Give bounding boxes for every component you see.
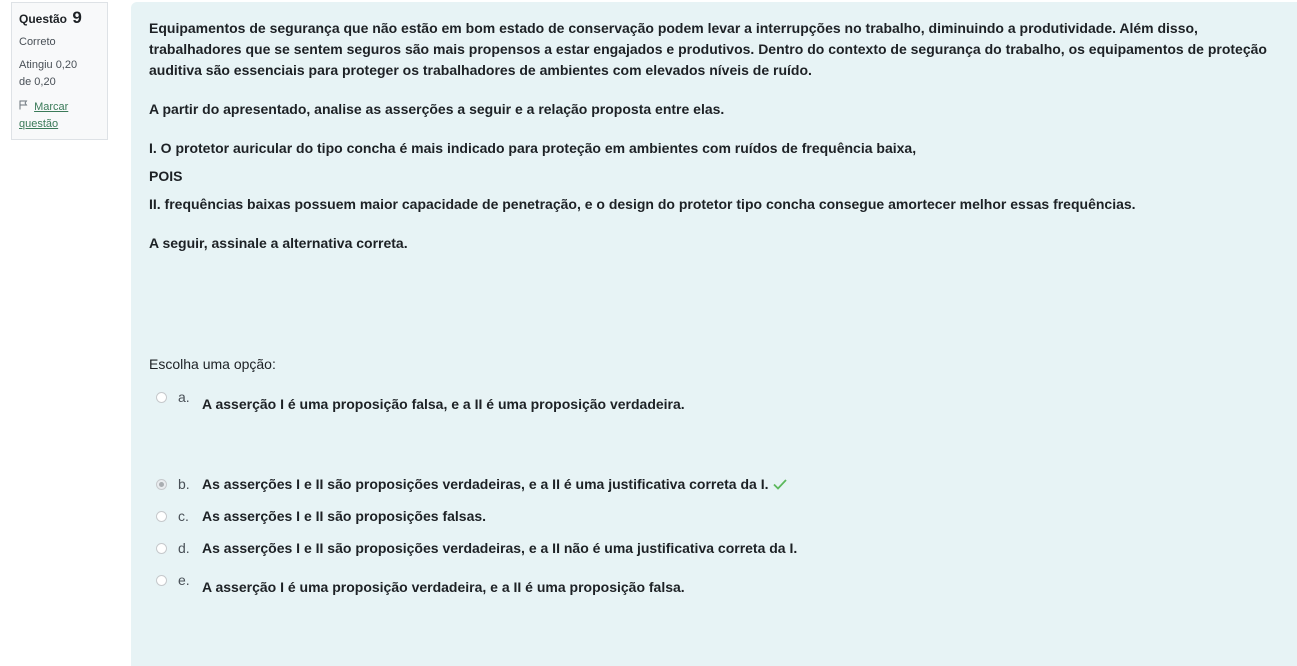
assertion-i: I. O protetor auricular do tipo concha é mais indicado para proteção em ambientes com ruídos de frequência baixa, (149, 140, 917, 156)
question-label: Questão (19, 12, 68, 26)
option-text-b[interactable] (202, 476, 787, 493)
question-number: 9 (72, 8, 82, 27)
flag-link-line-1[interactable]: Marcar (34, 101, 69, 113)
option-text-a[interactable]: A asserção I é uma proposição falsa, e a II é uma proposição verdadeira. (202, 396, 685, 412)
question-intro: Equipamentos de segurança que não estão em bom estado de conservação podem levar a interrupções no trabalho, diminuindo a produtividade. Além disso, trabalhadores que se sentem seguros são mais propensos a estar engajados e produtivos. Dentro do contexto de segurança do trabalho, os equipamentos de proteção auditiva são essenciais para proteger os trabalhadores de ambientes com elevados níveis de ruído. (149, 20, 1267, 78)
question-grade (19, 57, 100, 91)
grade-line-2: de 0,20 (19, 76, 56, 88)
answer-option-b[interactable] (156, 476, 787, 493)
question-text (149, 18, 1279, 254)
radio-option-d[interactable] (156, 543, 167, 554)
question-content (131, 2, 1297, 666)
radio-option-e[interactable] (156, 575, 167, 586)
radio-option-b[interactable] (156, 479, 167, 490)
option-text-c[interactable]: As asserções I e II são proposições falsas. (202, 508, 487, 524)
assertion-connector: POIS (149, 168, 183, 184)
radio-option-a[interactable] (156, 392, 167, 403)
question-analise: A partir do apresentado, analise as asserções a seguir e a relação proposta entre elas. (149, 101, 725, 117)
answer-option-a[interactable] (156, 389, 685, 412)
option-text-d[interactable]: As asserções I e II são proposições verdadeiras, e a II não é uma justificativa correta da I. (202, 540, 798, 556)
question-info-panel (11, 2, 108, 140)
option-letter-e: e. (178, 572, 190, 588)
option-letter-b: b. (178, 476, 190, 492)
question-instruction: A seguir, assinale a alternativa correta. (149, 235, 408, 251)
option-letter-a: a. (178, 389, 190, 405)
option-letter-c: c. (178, 508, 189, 524)
assertion-ii: II. frequências baixas possuem maior capacidade de penetração, e o design do protetor tipo concha consegue amortecer melhor essas frequências. (149, 196, 1136, 212)
grade-line-1: Atingiu 0,20 (19, 59, 78, 71)
option-text-b-label: As asserções I e II são proposições verdadeiras, e a II é uma justificativa correta da I. (202, 476, 769, 492)
option-letter-d: d. (178, 540, 190, 556)
flag-icon (19, 99, 31, 116)
check-icon (773, 477, 787, 493)
answer-option-c[interactable] (156, 508, 486, 524)
answer-option-d[interactable] (156, 540, 797, 556)
option-text-e[interactable]: A asserção I é uma proposição verdadeira, e a II é uma proposição falsa. (202, 579, 685, 595)
flag-question-link[interactable] (19, 99, 100, 133)
question-number-heading (19, 9, 100, 28)
flag-link-line-2[interactable]: questão (19, 118, 59, 130)
answer-option-e[interactable] (156, 572, 685, 595)
question-state: Correto (19, 36, 56, 48)
answer-prompt: Escolha uma opção: (149, 356, 276, 372)
radio-option-c[interactable] (156, 511, 167, 522)
